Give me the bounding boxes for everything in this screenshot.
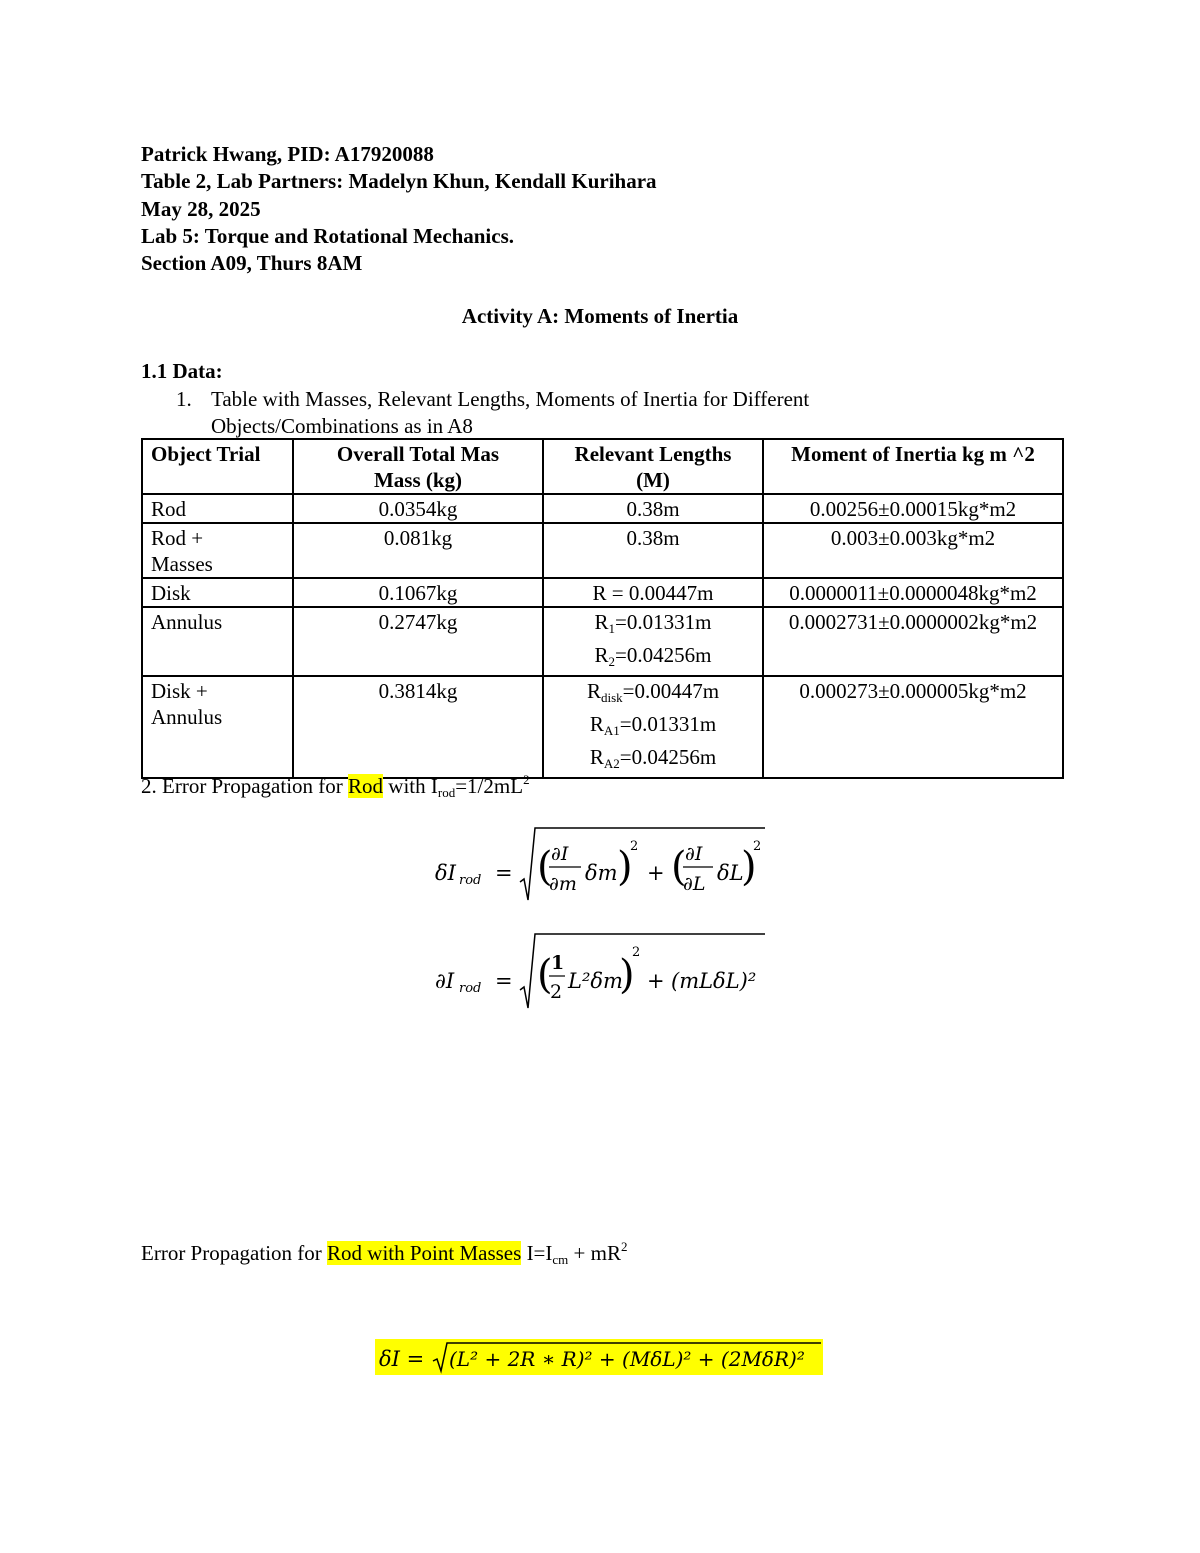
cell-inertia: 0.00256±0.00015kg*m2 bbox=[763, 494, 1063, 523]
cell-object-line1: Rod + bbox=[151, 526, 204, 550]
cell-length bbox=[543, 607, 763, 676]
cell-object: Annulus bbox=[142, 607, 293, 676]
partners-line: Table 2, Lab Partners: Madelyn Khun, Kendall Kurihara bbox=[141, 169, 657, 194]
equation-rod-expanded bbox=[425, 926, 775, 1016]
svg-text:rod: rod bbox=[459, 981, 482, 996]
header-object-trial: Object Trial bbox=[142, 439, 293, 494]
svg-text:∂I: ∂I bbox=[435, 969, 455, 993]
error-propagation-rod-heading: 2. Error Propagation for Rod with $I_{rod}=1/2mL^2$ bbox=[141, 772, 530, 800]
cell-object: Disk bbox=[142, 578, 293, 607]
svg-text:∂L: ∂L bbox=[683, 873, 706, 895]
list-item-text-line1: Table with Masses, Relevant Lengths, Moments of Inertia for Different bbox=[211, 387, 810, 411]
length-ra2: $R_{A2}=0.04256m$ bbox=[589, 745, 717, 771]
svg-text:δI: δI bbox=[435, 861, 456, 885]
svg-text:∂m: ∂m bbox=[549, 873, 577, 895]
list-item-number: 1. bbox=[176, 387, 192, 411]
section-line: Section A09, Thurs 8AM bbox=[141, 251, 363, 276]
svg-text:(: ( bbox=[537, 844, 553, 890]
activity-title: Activity A: Moments of Inertia bbox=[461, 304, 739, 328]
header-lengths bbox=[543, 439, 763, 494]
svg-text:L²δm: L²δm bbox=[568, 969, 623, 993]
cell-inertia: 0.0000011±0.0000048kg*m2 bbox=[763, 578, 1063, 607]
equation-point-masses bbox=[375, 1339, 823, 1375]
cell-mass: 0.2747kg bbox=[293, 607, 543, 676]
svg-text:(: ( bbox=[671, 844, 687, 890]
header-lengths-line1: Relevant Lengths bbox=[574, 442, 732, 466]
svg-text:2: 2 bbox=[550, 981, 563, 1003]
svg-text:2: 2 bbox=[630, 839, 639, 854]
table-header-row bbox=[142, 439, 1063, 494]
svg-text:(mLδL)²: (mLδL)² bbox=[671, 969, 757, 993]
svg-text:2: 2 bbox=[632, 945, 641, 960]
cell-object-line1: Disk + bbox=[151, 679, 208, 703]
cell-object bbox=[142, 676, 293, 778]
cell-length: R = 0.00447m bbox=[543, 578, 763, 607]
table-row bbox=[142, 523, 1063, 578]
error-propagation-point-heading: Error Propagation for Rod with Point Masses $I=I_{cm} + mR^2$ bbox=[141, 1239, 628, 1267]
list-item-text-line2: Objects/Combinations as in A8 bbox=[211, 414, 473, 438]
cell-mass: 0.081kg bbox=[293, 523, 543, 578]
document-header bbox=[141, 141, 657, 277]
cell-mass: 0.3814kg bbox=[293, 676, 543, 778]
cell-object: Rod bbox=[142, 494, 293, 523]
cell-mass: 0.1067kg bbox=[293, 578, 543, 607]
highlight-rod: Rod bbox=[348, 774, 384, 798]
length-r1: $R_1=0.01331m$ bbox=[594, 610, 712, 636]
lab-title-line: Lab 5: Torque and Rotational Mechanics. bbox=[141, 223, 515, 248]
svg-text:(L² + 2R ∗ R)² + (MδL)² + (2Mδ: (L² + 2R ∗ R)² + (MδL)² + (2MδR)² bbox=[449, 1347, 805, 1371]
svg-text:=: = bbox=[495, 969, 513, 993]
svg-text:δm: δm bbox=[585, 861, 618, 885]
cell-length: 0.38m bbox=[543, 494, 763, 523]
svg-text:δL: δL bbox=[717, 861, 744, 885]
header-mass-line1: Overall Total Mas bbox=[336, 442, 500, 466]
svg-text:(: ( bbox=[537, 952, 553, 998]
svg-text:∂I: ∂I bbox=[685, 843, 703, 865]
cell-mass: 0.0354kg bbox=[293, 494, 543, 523]
table-row bbox=[142, 494, 1063, 523]
cell-object-line2: Masses bbox=[151, 552, 213, 576]
length-rdisk: $R_{disk}=0.00447m$ bbox=[586, 679, 720, 705]
header-mass bbox=[293, 439, 543, 494]
cell-object bbox=[142, 523, 293, 578]
svg-text:): ) bbox=[619, 952, 635, 998]
svg-text:rod: rod bbox=[459, 873, 482, 888]
svg-text:+: + bbox=[647, 861, 665, 885]
author-line: Patrick Hwang, PID: A17920088 bbox=[141, 142, 434, 166]
table-row bbox=[142, 578, 1063, 607]
cell-length: 0.38m bbox=[543, 523, 763, 578]
section-heading: 1.1 Data: bbox=[141, 359, 223, 383]
length-ra1: $R_{A1}=0.01331m$ bbox=[589, 712, 717, 738]
data-table bbox=[141, 438, 1064, 779]
svg-text:2: 2 bbox=[753, 839, 762, 854]
highlight-rod-point-masses: Rod with Point Masses bbox=[327, 1241, 522, 1265]
cell-object-line2: Annulus bbox=[151, 705, 223, 729]
cell-inertia: 0.000273±0.000005kg*m2 bbox=[763, 676, 1063, 778]
svg-text:+: + bbox=[647, 969, 665, 993]
cell-length bbox=[543, 676, 763, 778]
svg-text:=: = bbox=[495, 861, 513, 885]
header-mass-line2: Mass (kg) bbox=[373, 468, 463, 492]
cell-inertia: 0.003±0.003kg*m2 bbox=[763, 523, 1063, 578]
svg-text:1: 1 bbox=[551, 952, 565, 974]
svg-text:δI =: δI = bbox=[379, 1347, 425, 1371]
table-row bbox=[142, 607, 1063, 676]
length-r2: $R_2=0.04256m$ bbox=[594, 643, 712, 669]
cell-inertia: 0.0002731±0.0000002kg*m2 bbox=[763, 607, 1063, 676]
date-line: May 28, 2025 bbox=[141, 196, 261, 221]
svg-text:∂I: ∂I bbox=[551, 843, 569, 865]
header-lengths-line2: (M) bbox=[636, 468, 670, 492]
table-row bbox=[142, 676, 1063, 778]
header-inertia: Moment of Inertia kg m ^2 bbox=[763, 439, 1063, 494]
svg-text:): ) bbox=[741, 844, 757, 890]
equation-rod-general bbox=[425, 820, 775, 910]
svg-text:): ) bbox=[617, 844, 633, 890]
